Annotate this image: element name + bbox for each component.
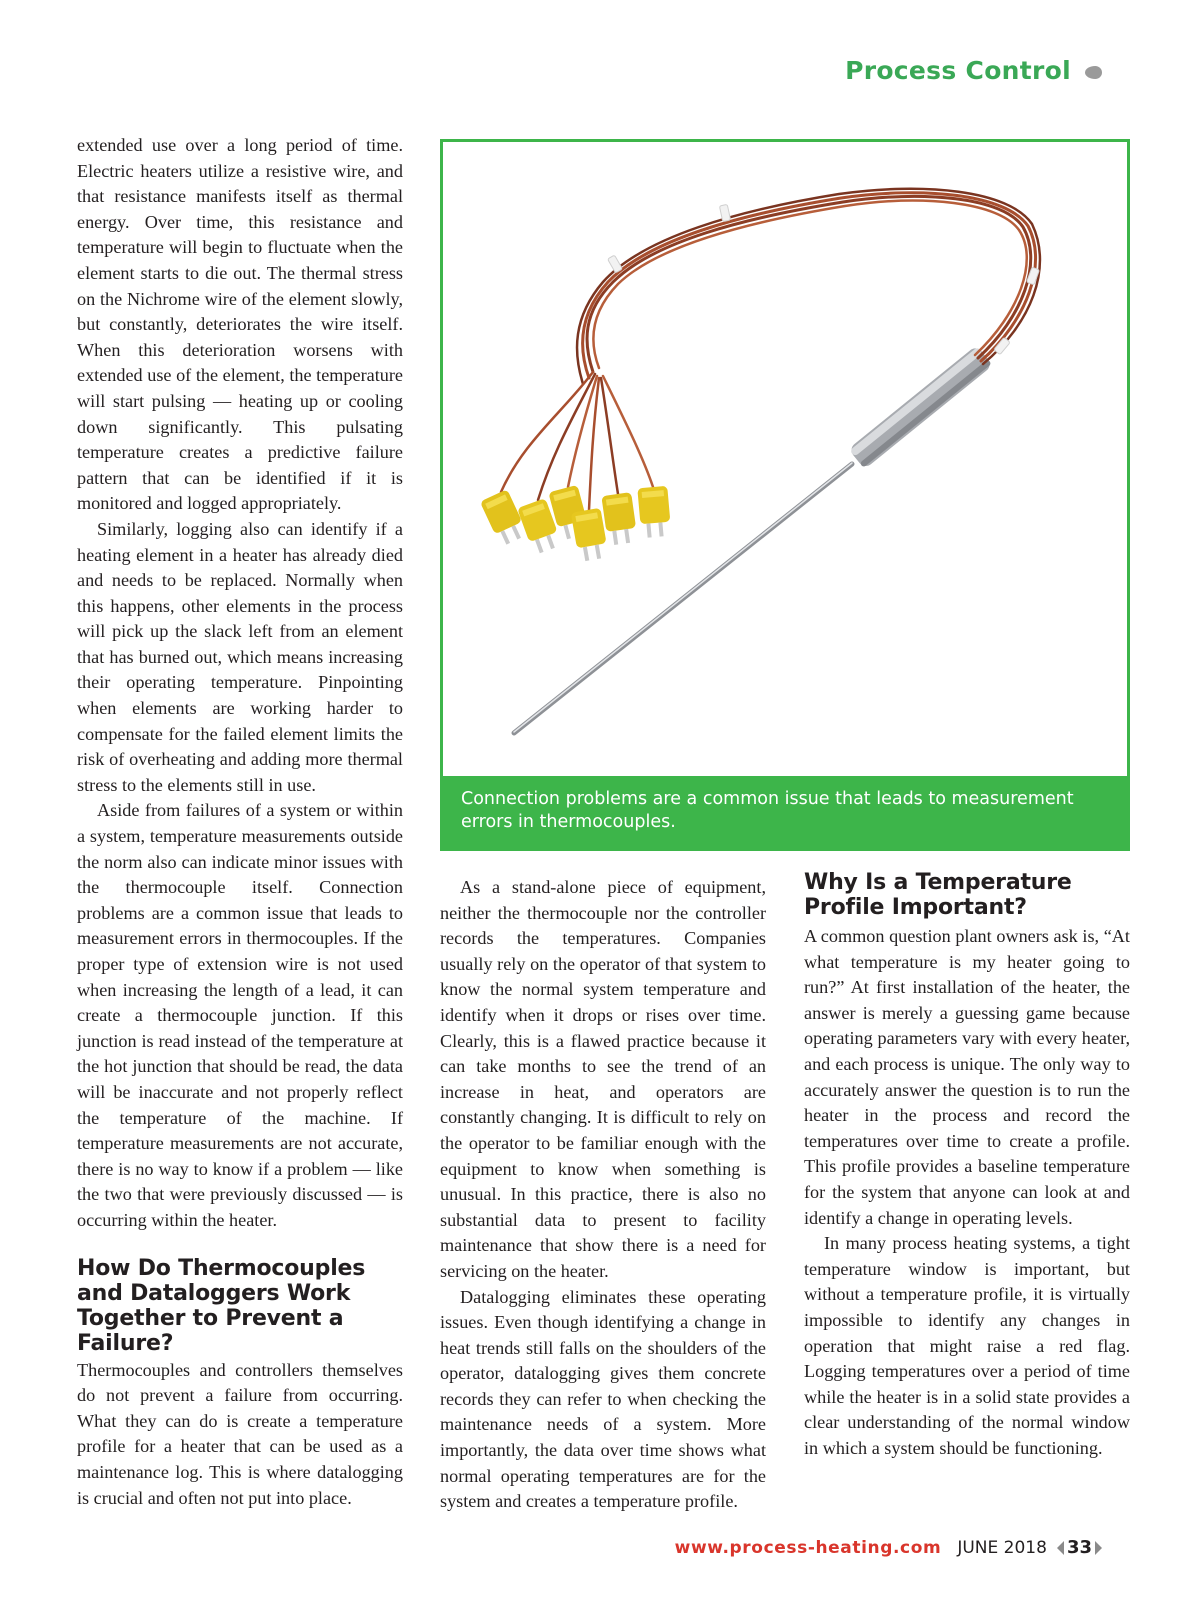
- column-3: [804, 870, 1130, 1461]
- col1-paragraph-1: extended use over a long period of time. Electric heaters utilize a resistive wire, and that resistance manifests itself as thermal energy. Over time, this resistance and temperature will begin to fluctuate when the element starts to die out. The thermal stress on the Nichrome wire of the element slowly, but constantly, deteriorates the wire itself. When this deterioration worsens with extended use of the element, the temperature will start pulsing — heating up or cooling down significantly. This pulsating temperature creates a predictive failure pattern that can be identified if it is monitored and logged appropriately.: [77, 135, 403, 514]
- col1-heading: How Do Thermocouples and Dataloggers Work Together to Prevent a Failure?: [77, 1255, 366, 1356]
- col2-paragraph-2: Datalogging eliminates these operating issues. Even though identifying a change in heat trends still falls on the shoulders of the operator, datalogging gives them concrete records they can refer to when checking the maintenance needs of a system. More importantly, the data over time shows what normal operating temperatures are for the system and creates a temperature profile.: [440, 1286, 766, 1512]
- section-marker-icon: [1085, 66, 1102, 79]
- page-number-text: 33: [1066, 1537, 1092, 1558]
- col3-paragraph-1: A common question plant owners ask is, “At what temperature is my heater going to run?” At first installation of the heater, the answer is merely a guessing game because operating parameters vary with every heater, and each process is unique. The only way to accurately answer the question is to run the heater in the process and record the temperatures over time to create a profile. This profile provides a baseline temperature for the system that anyone can look at and identify a change in operating levels.: [804, 926, 1130, 1228]
- col1-paragraph-2: Similarly, logging also can identify if a heating element in a heater has already died and needs to be replaced. Normally when this happens, other elements in the process will pick up the slack left from an element that has burned out, which means increasing their operating temperature. Pinpointing when elements are working harder to compensate for the failed element limits the risk of overheating and adding more thermal stress to the elements still in use.: [77, 518, 403, 795]
- section-title: Process Control: [845, 56, 1071, 85]
- section-header: [845, 56, 1102, 85]
- page-number: [1057, 1537, 1102, 1558]
- col1-paragraph-3: Aside from failures of a system or within a system, temperature measurements outside the norm also can indicate minor issues with the thermocouple itself. Connection problems are a common issue that leads to measurement errors in thermocouples. If the proper type of extension wire is not used when increasing the length of a lead, it can create a thermocouple junction. If this junction is read instead of the temperature at the hot junction that should be read, the data will be inaccurate and not properly reflect the temperature of the machine. If temperature measurements are not accurate, there is no way to know if a problem — like the two that were previously discussed — is occurring within the heater.: [77, 800, 403, 1230]
- column-1: [77, 133, 403, 1511]
- col2-paragraph-1: As a stand-alone piece of equipment, neither the thermocouple nor the controller records the temperatures. Companies usually rely on the operator of that system to know the normal system temperature and identify when it drops or rises over time. Clearly, this is a flawed practice because it can take months to see the trend of an increase in heat, and operators are constantly changing. It is difficult to rely on the operator to be familiar enough with the equipment to know when something is unusual. In this practice, there is also no substantial data to present to facility maintenance that show there is a need for servicing on the heater.: [440, 877, 766, 1281]
- column-2: [440, 875, 766, 1515]
- thermocouple-probe-illustration: [443, 142, 1127, 776]
- product-figure: [440, 139, 1130, 851]
- col3-paragraph-2: In many process heating systems, a tight temperature window is important, but without a temperature profile, it is virtually impossible to identify any changes in operation that might raise a red flag. Logging temperatures over a period of time while the heater is in a solid state provides a clear understanding of the normal window in which a system should be functioning.: [804, 1233, 1130, 1458]
- figure-caption: Connection problems are a common issue that leads to measurement errors in thermocouples.: [443, 776, 1127, 848]
- footer-date: JUNE 2018: [957, 1537, 1047, 1558]
- left-triangle-icon: [1057, 1541, 1064, 1555]
- page-footer: [675, 1537, 1102, 1558]
- col1-paragraph-4: Thermocouples and controllers themselves do not prevent a failure from occurring. What they can do is create a temperature profile for a heater that can be used as a maintenance log. This is where datalogging is crucial and often not put into place.: [77, 1359, 403, 1508]
- col3-heading: Why Is a Temperature Profile Important?: [804, 870, 1072, 920]
- right-triangle-icon: [1095, 1541, 1102, 1555]
- footer-url-link[interactable]: www.process-heating.com: [674, 1537, 942, 1558]
